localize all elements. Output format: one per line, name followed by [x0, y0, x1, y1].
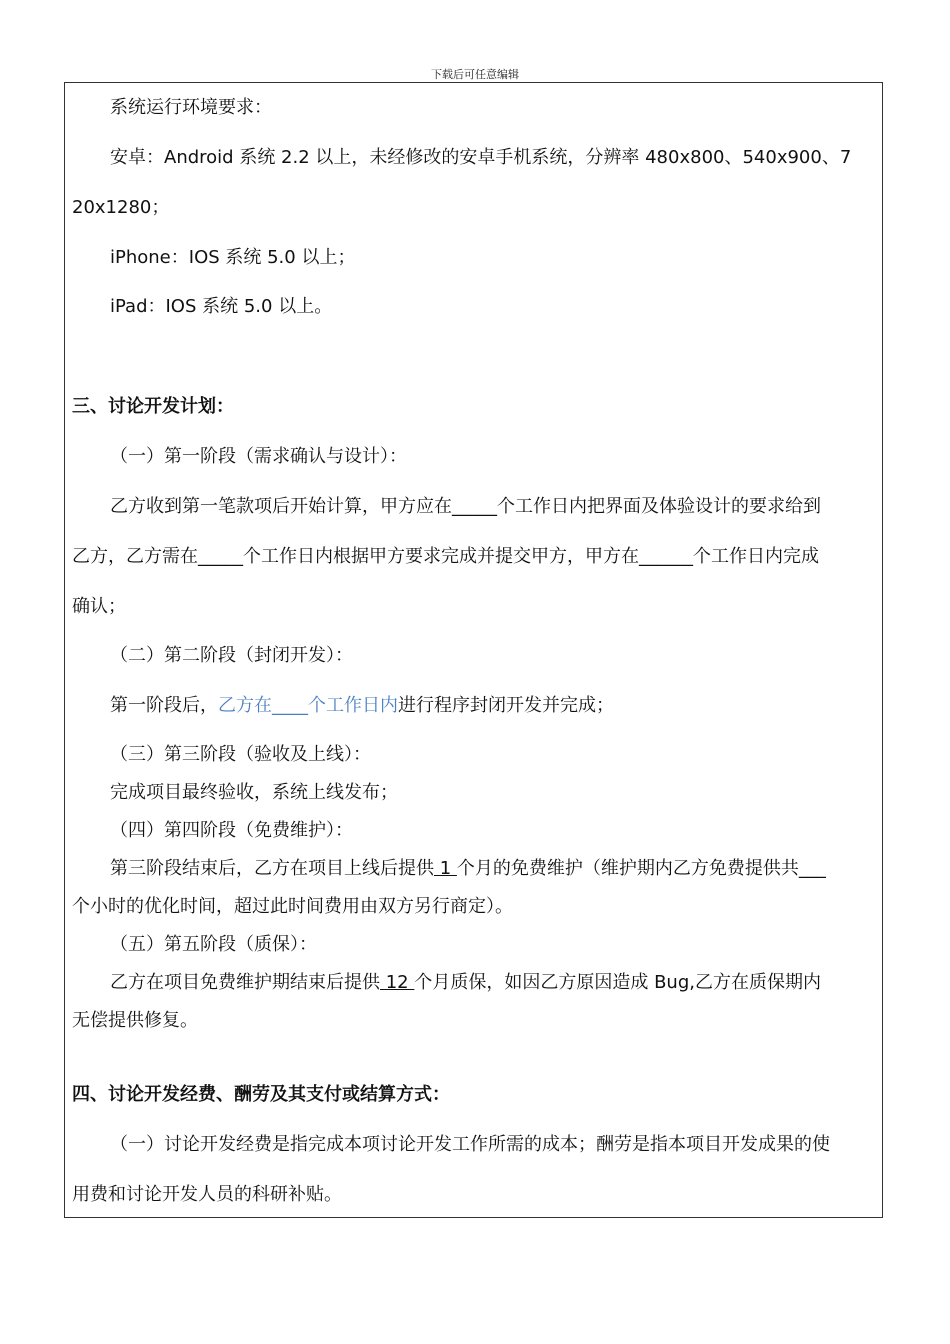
section4-heading: 四、讨论开发经费、酬劳及其支付或结算方式：	[72, 1084, 450, 1105]
page-header: 下载后可任意编辑	[431, 68, 519, 81]
phase4-line1	[110, 858, 826, 880]
phase1-line2: 乙方，乙方需在_____个工作日内根据甲方要求完成并提交甲方，甲方在______个工作日内完成	[72, 546, 819, 567]
phase2-text-post: 进行程序封闭开发并完成；	[398, 695, 614, 716]
phase1-line1: 乙方收到第一笔款项后开始计算，甲方应在_____个工作日内把界面及体验设计的要求给到	[110, 496, 821, 517]
phase3-text: 完成项目最终验收，系统上线发布；	[110, 782, 398, 803]
env-android-line2: 20x1280；	[72, 197, 170, 218]
env-ipad: iPad：IOS 系统 5.0 以上。	[110, 296, 333, 317]
phase5-line1	[110, 972, 821, 994]
phase2-text-highlight: 乙方在____个工作日内	[218, 695, 398, 716]
env-title: 系统运行环境要求：	[110, 97, 272, 118]
phase1-title: （一）第一阶段（需求确认与设计）：	[110, 446, 407, 467]
phase5-pre: 乙方在项目免费维护期结束后提供	[110, 972, 380, 993]
section4-para-line2: 用费和讨论开发人员的科研补贴。	[72, 1184, 342, 1205]
phase4-post: 个月的免费维护（维护期内乙方免费提供共___	[456, 858, 826, 879]
phase2-title: （二）第二阶段（封闭开发）：	[110, 645, 353, 666]
phase2-text	[110, 695, 614, 717]
phase5-title: （五）第五阶段（质保）：	[110, 934, 317, 955]
phase1-line3: 确认；	[72, 596, 126, 617]
env-android-line1: 安卓：Android 系统 2.2 以上，未经修改的安卓手机系统，分辨率 480x800、540x900、7	[110, 147, 852, 168]
section4-para-line1: （一）讨论开发经费是指完成本项讨论开发工作所需的成本；酬劳是指本项目开发成果的使	[110, 1134, 830, 1155]
phase2-text-pre: 第一阶段后，	[110, 695, 218, 716]
env-iphone: iPhone：IOS 系统 5.0 以上；	[110, 247, 356, 268]
phase4-title: （四）第四阶段（免费维护）：	[110, 820, 353, 841]
phase5-months: 12	[380, 972, 415, 993]
phase5-post: 个月质保，如因乙方原因造成 Bug,乙方在质保期内	[414, 972, 821, 993]
phase3-title: （三）第三阶段（验收及上线）：	[110, 744, 371, 765]
phase4-pre: 第三阶段结束后，乙方在项目上线后提供	[110, 858, 434, 879]
phase4-months: 1	[434, 858, 457, 879]
phase5-line2: 无偿提供修复。	[72, 1010, 198, 1031]
phase4-line2: 个小时的优化时间，超过此时间费用由双方另行商定）。	[72, 896, 513, 917]
section3-heading: 三、讨论开发计划：	[72, 396, 234, 417]
